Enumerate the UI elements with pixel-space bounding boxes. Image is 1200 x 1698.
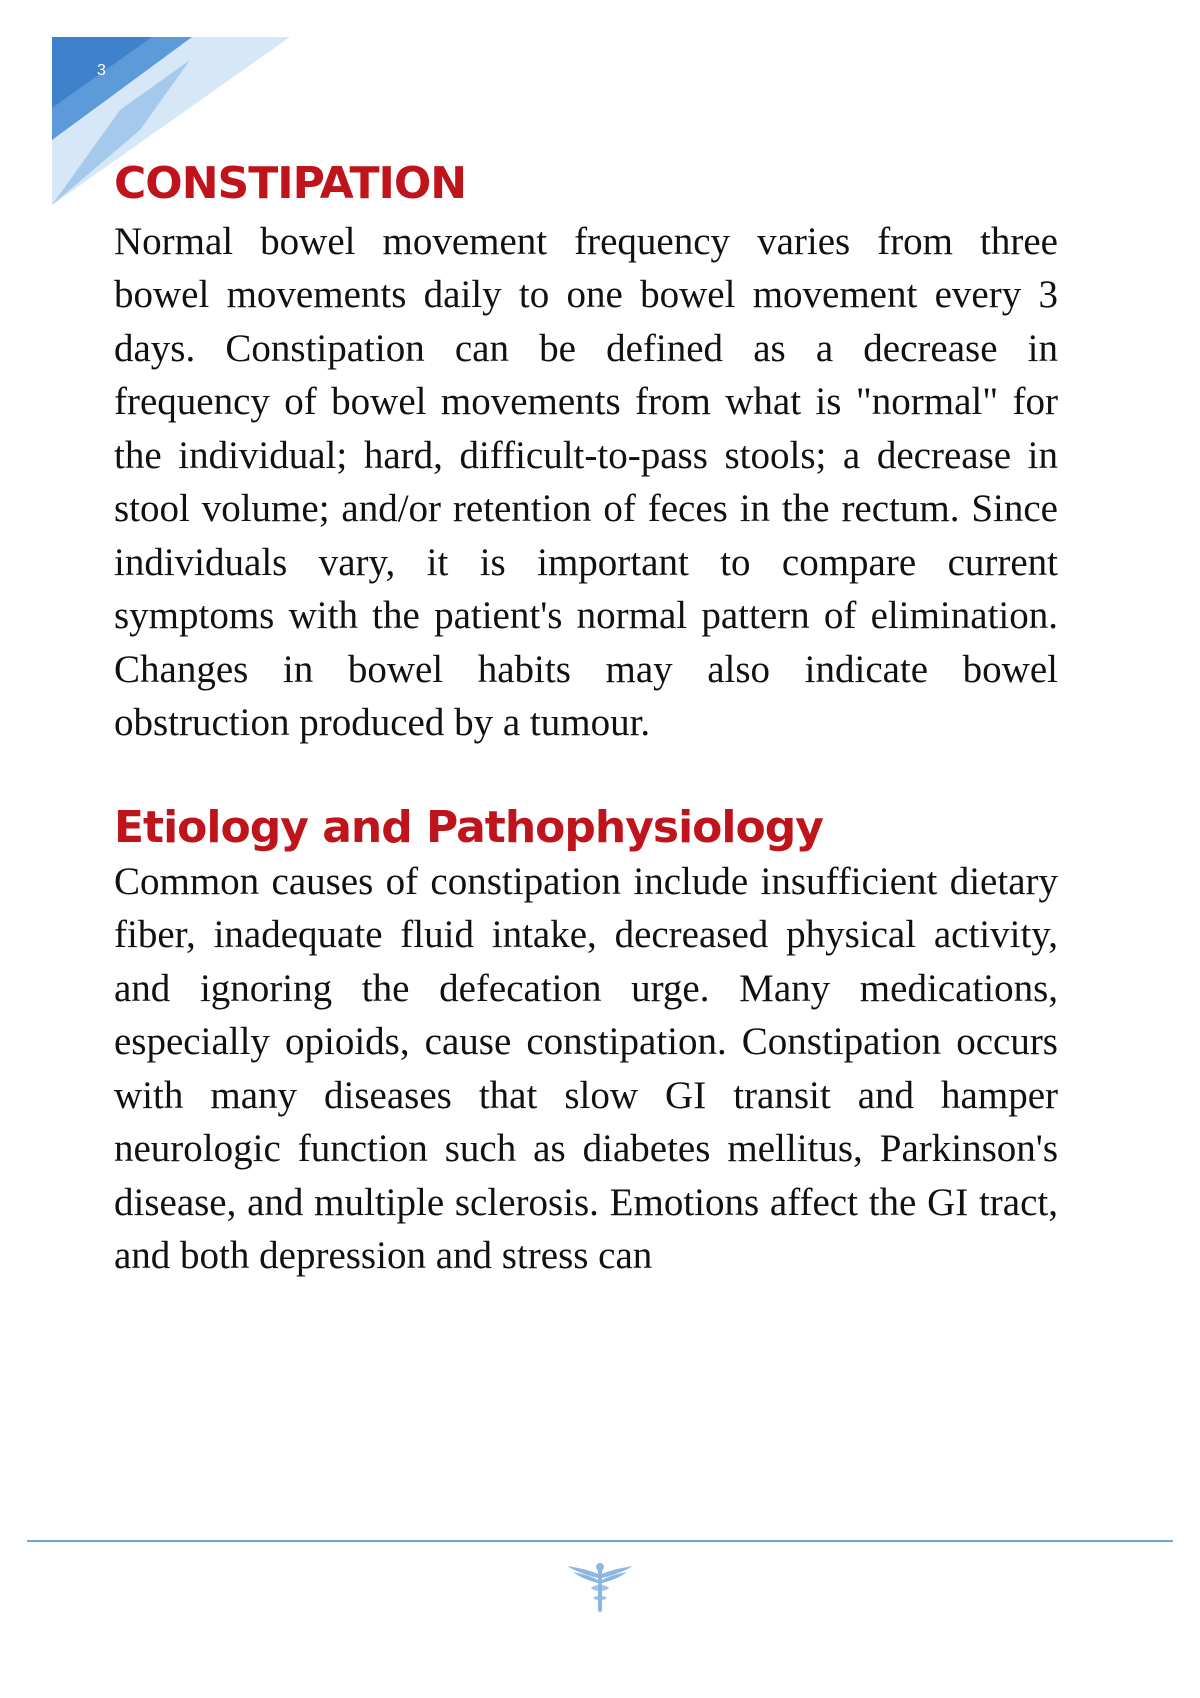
- page-number: 3: [97, 62, 106, 79]
- caduceus-icon: [565, 1558, 635, 1614]
- section-heading-etiology: Etiology and Pathophysiology: [114, 801, 823, 853]
- section-body-constipation: Normal bowel movement frequency varies from three bowel movements daily to one bowel movement every 3 days. Constipation can be defined as a decrease in frequency of bowel movements from what is "normal" for the individual; hard, difficult-to-pass stools; a decrease in stool volume; and/or retention of feces in the rectum. Since individuals vary, it is important to compare current symptoms with the patient's normal pattern of elimination. Changes in bowel habits may also indicate bowel obstruction produced by a tumour.: [114, 219, 1058, 745]
- footer-divider: [27, 1540, 1173, 1542]
- section-heading-constipation: CONSTIPATION: [114, 158, 467, 209]
- page-content: [114, 158, 1058, 1283]
- section-body-etiology: Common causes of constipation include insufficient dietary fiber, inadequate fluid intake, decreased physical activity, and ignoring the defecation urge. Many medications, especially opioids, cause constipation. Constipation occurs with many diseases that slow GI transit and hamper neurologic function such as diabetes mellitus, Parkinson's disease, and multiple sclerosis. Emotions affect the GI tract, and both depression and stress can: [114, 859, 1058, 1278]
